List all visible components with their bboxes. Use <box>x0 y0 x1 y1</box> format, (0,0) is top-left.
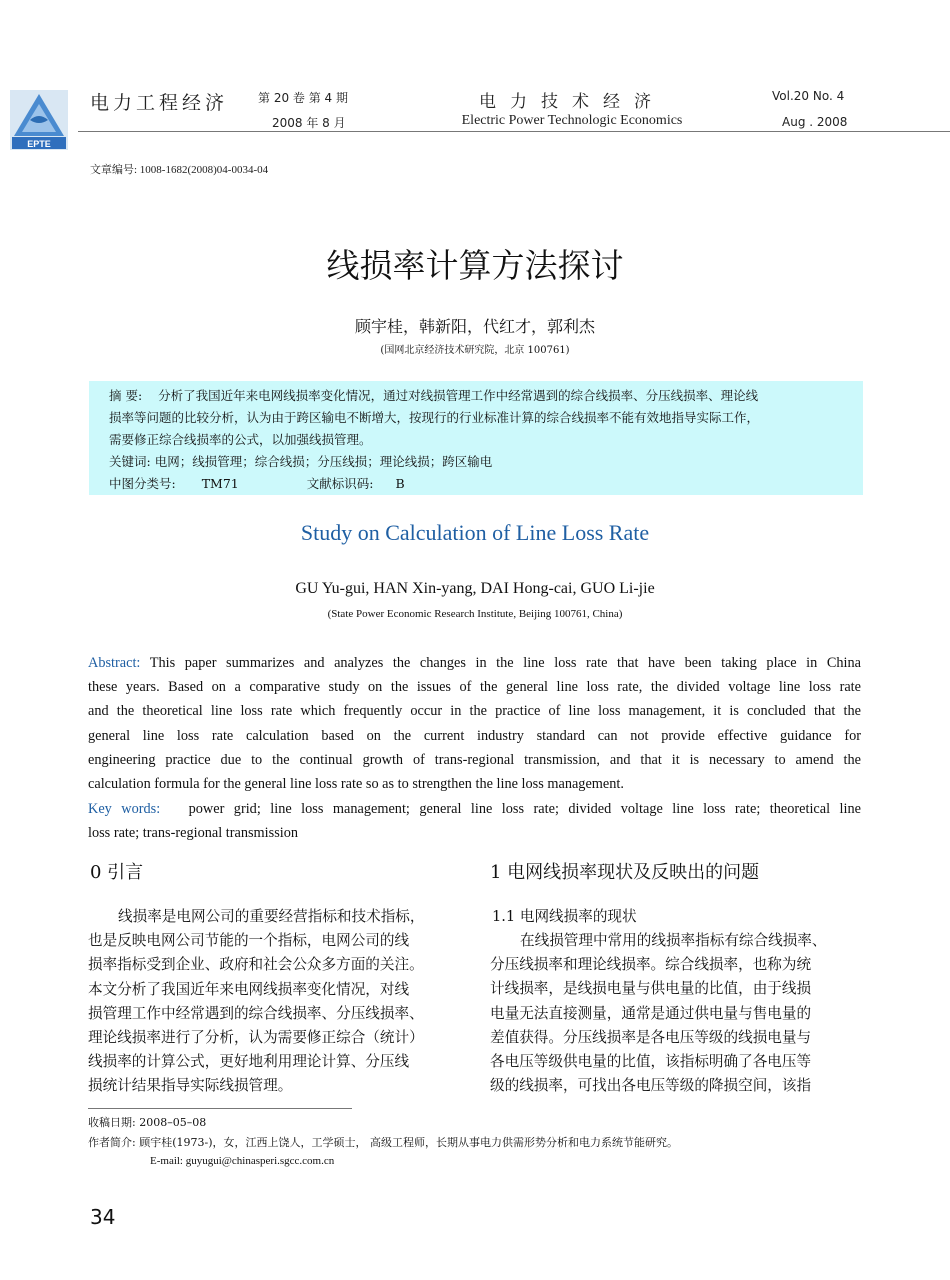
affiliation-en: (State Power Economic Research Institute, Beijing 100761, China) <box>327 608 623 620</box>
section-1-line: 电量无法直接测量，通常是通过供电量与售电量的 <box>490 1004 812 1022</box>
keywords-cn-text: 电网；线损管理；综合线损；分压线损；理论线损；跨区输电 <box>154 454 493 469</box>
abstract-cn-line-3: 需要修正综合线损率的公式，以加强线损管理。 <box>109 432 372 447</box>
doc-code-label: 文献标识码: <box>306 476 374 491</box>
section-0-line: 损管理工作中经常遇到的综合线损率、分压线损率、 <box>88 1004 424 1022</box>
abstract-en-line-1: Abstract: This paper summarizes and analyzes the changes in the line loss rate that have been taking place in China <box>88 655 861 671</box>
abstract-en-line-3: and the theoretical line loss rate which frequently occur in the practice of line loss management, it is concluded that the <box>88 703 861 719</box>
section-1-line: 分压线损率和理论线损率。综合线损率，也称为统 <box>490 956 812 974</box>
section-1-line: 各电压等级供电量的比值，该指标明确了各电压等 <box>490 1053 812 1070</box>
section-0-line: 损率指标受到企业、政府和社会公众多方面的关注。 <box>88 956 424 974</box>
page-number: 34 <box>90 1205 116 1229</box>
date-cn: 2008 年 8 月 <box>272 116 346 130</box>
keywords-cn <box>109 452 492 470</box>
journal-name-cn: 电力工程经济 <box>90 92 229 114</box>
section-0-line: 也是反映电网公司节能的一个指标，电网公司的线 <box>88 932 410 950</box>
date-en: Aug . 2008 <box>782 115 848 129</box>
abstract-en-label: Abstract: <box>88 655 141 671</box>
abstract-en-line-2: these years. Based on a comparative study on the issues of the general line loss rate, the divided voltage line loss rate <box>88 679 861 695</box>
clc-label: 中图分类号: <box>109 476 176 491</box>
section-0-line: 本文分析了我国近年来电网线损率变化情况，对线 <box>88 980 410 998</box>
abstract-cn-label: 摘 要: <box>109 388 143 403</box>
affiliation-cn: (国网北京经济技术研究院，北京 100761) <box>380 345 570 356</box>
section-1-heading: 1 电网线损率现状及反映出的问题 <box>490 862 760 883</box>
author-bio: 作者简介: 顾宇桂(1973-)，女，江西上饶人，工学硕士， 高级工程师，长期从事电力供需形势分析和电力系统节能研究。 <box>88 1136 678 1149</box>
clc-code: TM71 <box>201 476 239 491</box>
subsection-1-1-heading: 1.1 电网线损率的现状 <box>492 908 637 925</box>
keywords-en-line-1: Key words: power grid; line loss management; general line loss rate; divided voltage line loss rate; theoretical line <box>88 801 861 817</box>
volume-cn: 第 20 卷 第 4 期 <box>258 91 348 105</box>
section-0-line: 线损率是电网公司的重要经营指标和技术指标， <box>118 908 425 925</box>
section-0-line: 理论线损率进行了分析，认为需要修正综合（统计） <box>88 1029 424 1046</box>
paper-title-en: Study on Calculation of Line Loss Rate <box>300 520 650 545</box>
volume-en: Vol.20 No. 4 <box>772 89 845 103</box>
header-title-en: Electric Power Technologic Economics <box>461 113 683 128</box>
doc-code: B <box>395 476 405 491</box>
logo-text: EPTE <box>27 139 51 149</box>
abstract-en-line-4: general line loss rate calculation based on the current industry standard can not provide effective guidance for <box>88 728 861 744</box>
section-0-line: 损统计结果指导实际线损管理。 <box>88 1077 293 1095</box>
abstract-cn-box <box>89 381 863 495</box>
footnote-rule <box>88 1108 352 1109</box>
received-date: 收稿日期: 2008–05–08 <box>88 1116 207 1129</box>
journal-logo <box>10 90 68 150</box>
section-1-line: 级的线损率，可找出各电压等级的降损空间，该指 <box>490 1077 812 1095</box>
author-email: E-mail: guyugui@chinasperi.sgcc.com.cn <box>150 1155 335 1167</box>
authors-en: GU Yu-gui, HAN Xin-yang, DAI Hong-cai, GUO Li-jie <box>295 580 655 597</box>
keywords-en-label: Key words: <box>88 801 161 817</box>
abstract-en-line-5: engineering practice due to the continual growth of trans-regional transmission, and that it is necessary to amend the <box>88 752 861 768</box>
paper-title-cn: 线损率计算方法探讨 <box>326 246 624 285</box>
section-0-heading: 0 引言 <box>90 862 144 883</box>
article-number: 文章编号: 1008-1682(2008)04-0034-04 <box>90 164 269 176</box>
section-0-line: 线损率的计算公式，更好地利用理论计算、分压线 <box>88 1053 410 1071</box>
abstract-cn-line-2: 损率等问题的比较分析，认为由于跨区输电不断增大，按现行的行业标准计算的综合线损率不能有效地指导实际工作， <box>109 410 760 425</box>
authors-cn: 顾宇桂，韩新阳，代红才，郭利杰 <box>354 317 595 336</box>
section-1-line: 差值获得。分压线损率是各电压等级的线损电量与 <box>490 1028 812 1046</box>
header-title-cn: 电力技术经济 <box>479 92 665 112</box>
keywords-cn-label: 关键词: <box>109 454 151 469</box>
keywords-en-line-2: loss rate; trans-regional transmission <box>88 825 299 841</box>
section-1-line: 在线损管理中常用的线损率指标有综合线损率、 <box>520 932 827 949</box>
section-1-line: 计线损率，是线损电量与供电量的比值，由于线损 <box>490 980 812 998</box>
classification-line <box>109 474 405 492</box>
abstract-en-line-6: calculation formula for the general line loss rate so as to strengthen the line loss management. <box>88 776 624 792</box>
abstract-cn-line-1: 摘 要: 分析了我国近年来电网线损率变化情况，通过对线损管理工作中经常遇到的综合线损率、分压线损率、理论线 <box>109 388 759 403</box>
header-rule <box>78 131 950 132</box>
